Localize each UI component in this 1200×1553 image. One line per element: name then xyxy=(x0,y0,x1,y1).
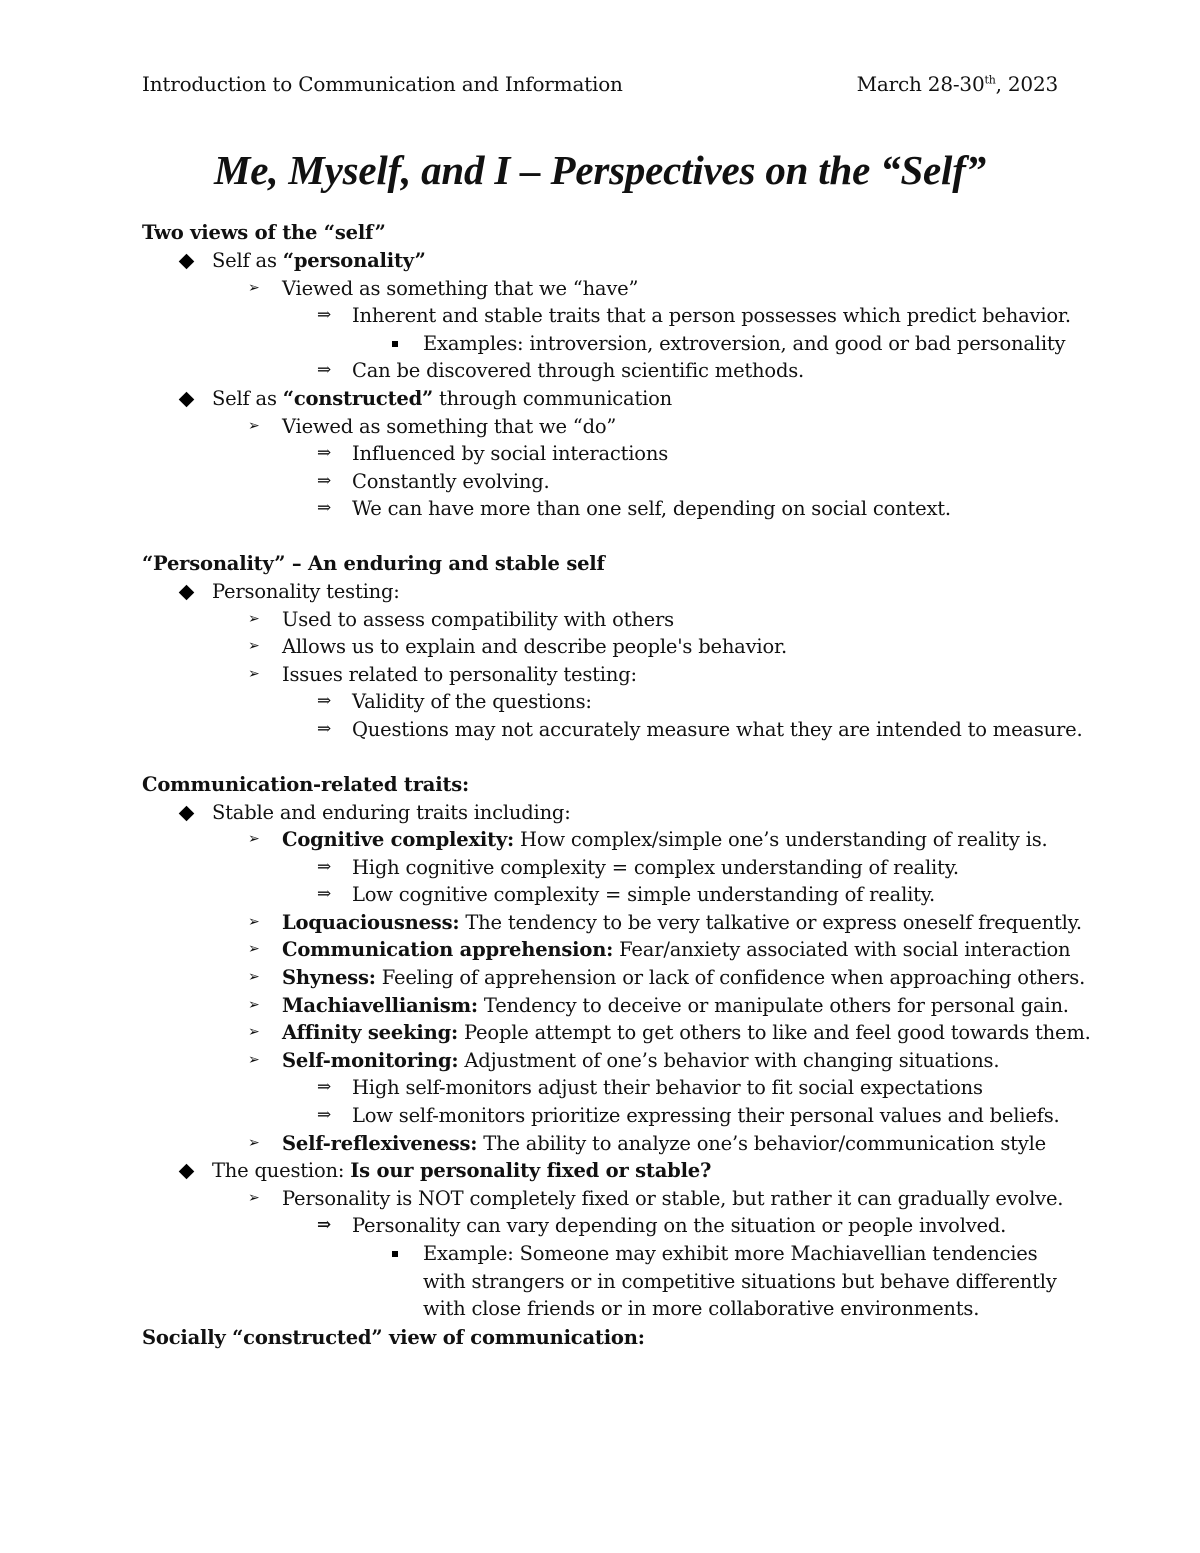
list-item: Personality testing: xyxy=(142,578,1072,606)
arrow-bullet-icon: ➢ xyxy=(248,913,260,930)
diamond-bullet-icon xyxy=(179,254,195,270)
arrow-bullet-icon: ➢ xyxy=(248,1134,260,1151)
list-item: ⇒ High cognitive complexity = complex understanding of reality. xyxy=(142,854,1072,882)
list-item: ➢ Loquaciousness: The tendency to be very talkative or express oneself frequently. xyxy=(142,909,1072,937)
list-item: Self as “constructed” through communication xyxy=(142,385,1072,413)
list-item: ➢ Cognitive complexity: How complex/simple one’s understanding of reality is. xyxy=(142,826,1072,854)
implies-bullet-icon: ⇒ xyxy=(317,691,332,712)
document-body xyxy=(142,218,1091,1352)
list-item: ⇒ Can be discovered through scientific methods. xyxy=(142,357,1072,385)
list-item: ➢ Allows us to explain and describe people's behavior. xyxy=(142,633,1072,661)
arrow-bullet-icon: ➢ xyxy=(248,1024,260,1041)
arrow-bullet-icon: ➢ xyxy=(248,638,260,655)
list-item: ➢ Machiavellianism: Tendency to deceive or manipulate others for personal gain. xyxy=(142,992,1072,1020)
page-title: Me, Myself, and I – Perspectives on the “Self” xyxy=(214,147,986,193)
header-date: March 28-30th, 2023 xyxy=(856,72,1058,96)
list-item: Stable and enduring traits including: xyxy=(142,799,1072,827)
diamond-bullet-icon xyxy=(179,585,195,601)
list-item: Examples: introversion, extroversion, and good or bad personality xyxy=(142,330,1072,358)
section-heading: “Personality” – An enduring and stable self xyxy=(142,551,605,575)
section-heading: Two views of the “self” xyxy=(142,221,386,244)
implies-bullet-icon: ⇒ xyxy=(317,718,332,739)
list-item: ⇒ We can have more than one self, depending on social context. xyxy=(142,495,1072,523)
arrow-bullet-icon: ➢ xyxy=(248,417,260,434)
list-item: The question: Is our personality fixed or stable? xyxy=(142,1157,1072,1185)
implies-bullet-icon: ⇒ xyxy=(317,1215,332,1236)
list-item: ➢ Viewed as something that we “do” xyxy=(142,413,1072,441)
section-heading: Socially “constructed” view of communication: xyxy=(142,1325,645,1349)
arrow-bullet-icon: ➢ xyxy=(248,665,260,682)
diamond-bullet-icon xyxy=(179,1164,195,1180)
diamond-bullet-icon xyxy=(179,392,195,408)
list-item: ➢ Issues related to personality testing: xyxy=(142,661,1072,689)
arrow-bullet-icon: ➢ xyxy=(248,1189,260,1206)
list-item: ➢ Viewed as something that we “have” xyxy=(142,275,1072,303)
list-item: ⇒ High self-monitors adjust their behavior to fit social expectations xyxy=(142,1074,1072,1102)
arrow-bullet-icon: ➢ xyxy=(248,831,260,848)
arrow-bullet-icon: ➢ xyxy=(248,279,260,296)
list-item: ➢ Communication apprehension: Fear/anxiety associated with social interaction xyxy=(142,936,1072,964)
list-item: ➢ Shyness: Feeling of apprehension or lack of confidence when approaching others. xyxy=(142,964,1072,992)
list-item: ⇒ Constantly evolving. xyxy=(142,468,1072,496)
list-item: ⇒ Inherent and stable traits that a person possesses which predict behavior. xyxy=(142,302,1072,330)
list-item: ➢ Self-monitoring: Adjustment of one’s behavior with changing situations. xyxy=(142,1047,1072,1075)
arrow-bullet-icon: ➢ xyxy=(248,610,260,627)
list-item: ➢ Self-reflexiveness: The ability to analyze one’s behavior/communication style xyxy=(142,1130,1072,1158)
implies-bullet-icon: ⇒ xyxy=(317,498,332,519)
section-heading: Communication-related traits: xyxy=(142,772,470,796)
implies-bullet-icon: ⇒ xyxy=(317,884,332,905)
square-bullet-icon xyxy=(392,1251,398,1257)
implies-bullet-icon: ⇒ xyxy=(317,1077,332,1098)
implies-bullet-icon: ⇒ xyxy=(317,360,332,381)
implies-bullet-icon: ⇒ xyxy=(317,305,332,326)
implies-bullet-icon: ⇒ xyxy=(317,1105,332,1126)
arrow-bullet-icon: ➢ xyxy=(248,941,260,958)
arrow-bullet-icon: ➢ xyxy=(248,969,260,986)
implies-bullet-icon: ⇒ xyxy=(317,443,332,464)
arrow-bullet-icon: ➢ xyxy=(248,996,260,1013)
header-course: Introduction to Communication and Information xyxy=(142,72,623,96)
list-item: Example: Someone may exhibit more Machiavellian tendencies with strangers or in competitive situations but behave differently with close friends or in more collaborative environments. xyxy=(142,1240,1073,1323)
list-item: ➢ Used to assess compatibility with others xyxy=(142,606,1072,634)
square-bullet-icon xyxy=(392,341,398,347)
list-item: ⇒ Low cognitive complexity = simple understanding of reality. xyxy=(142,881,1072,909)
list-item: ➢ Affinity seeking: People attempt to get others to like and feel good towards them. xyxy=(142,1019,1072,1047)
arrow-bullet-icon: ➢ xyxy=(248,1051,260,1068)
list-item: ➢ Personality is NOT completely fixed or stable, but rather it can gradually evolve. xyxy=(142,1185,1072,1213)
list-item: ⇒ Low self-monitors prioritize expressing their personal values and beliefs. xyxy=(142,1102,1072,1130)
list-item: Self as “personality” xyxy=(142,247,1072,275)
implies-bullet-icon: ⇒ xyxy=(317,470,332,491)
diamond-bullet-icon xyxy=(179,805,195,821)
list-item: ⇒ Personality can vary depending on the situation or people involved. xyxy=(142,1212,1072,1240)
list-item: ⇒ Validity of the questions: xyxy=(142,688,1072,716)
implies-bullet-icon: ⇒ xyxy=(317,856,332,877)
list-item: ⇒ Influenced by social interactions xyxy=(142,440,1072,468)
list-item: ⇒ Questions may not accurately measure what they are intended to measure. xyxy=(142,716,1072,744)
